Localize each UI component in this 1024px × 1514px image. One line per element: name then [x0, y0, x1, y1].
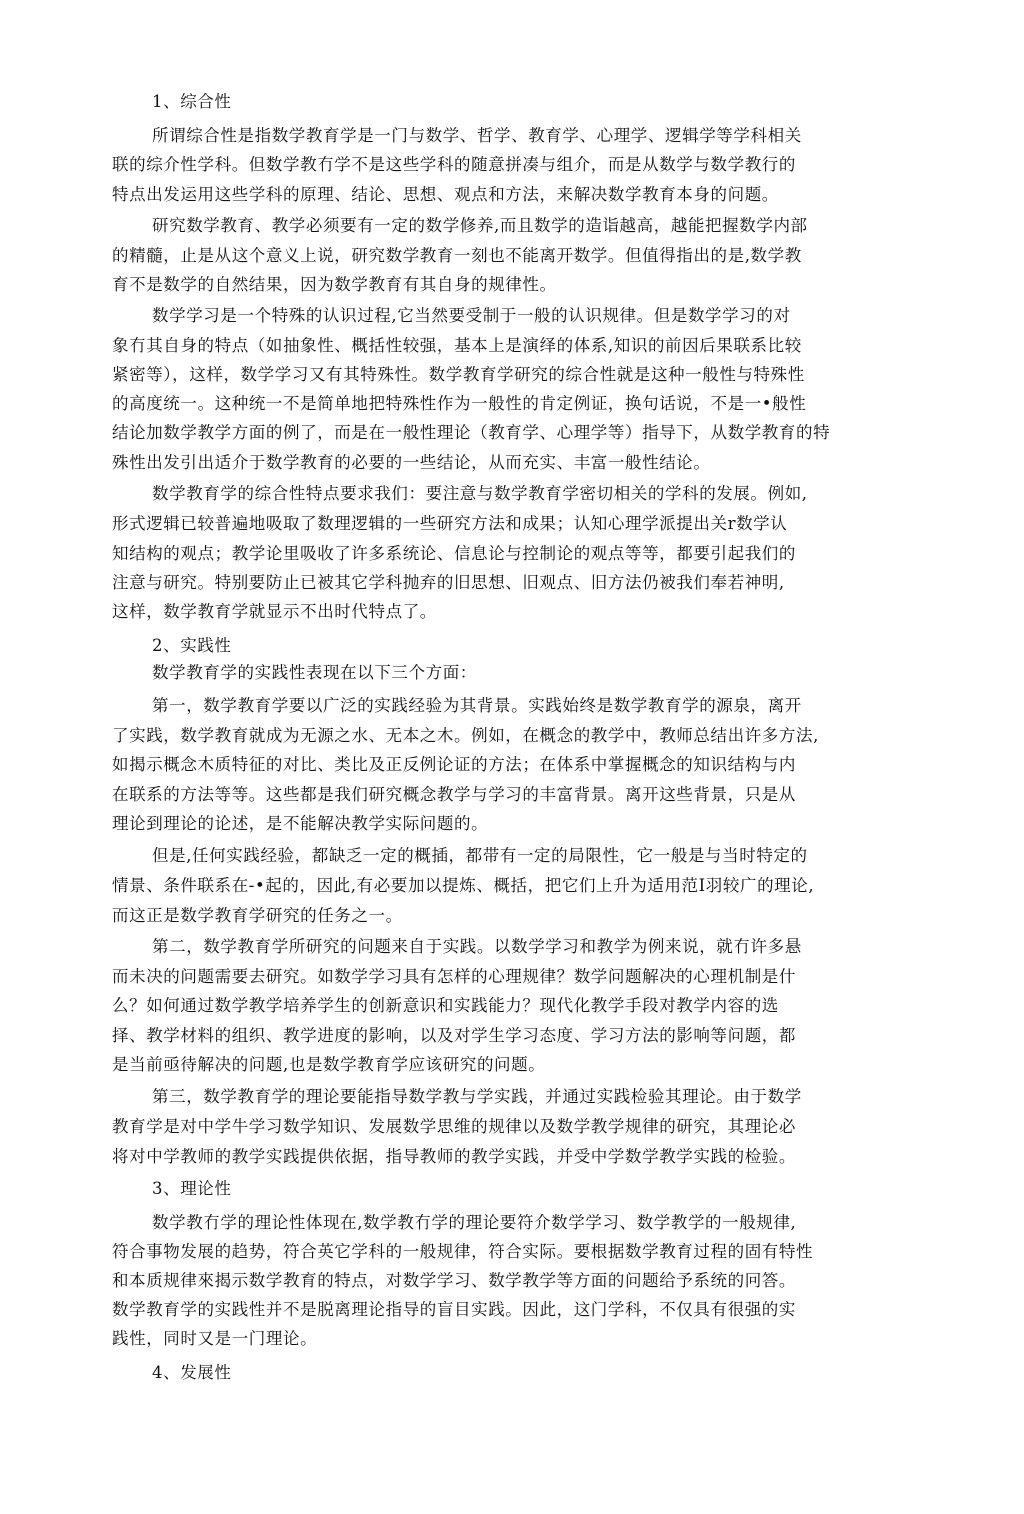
s2-p3-line-3: 么？如何通过数学教学培养学生的创新意识和实践能力？现代化教学手段对教学内容的选 — [112, 996, 779, 1015]
section-4-heading: 4、发展性 — [152, 1363, 232, 1382]
s1-p4-line-2: 形式逻辑已较普遍地吸取了数理逻辑的一些研究方法和成果；认知心理学派提出关r数学认 — [112, 514, 788, 533]
s2-p1-line-1: 第一，数学教育学要以广泛的实践经验为其背景。实践始终是数学教育学的源泉，离开 — [152, 696, 802, 715]
s2-p4-line-2: 教育学是对中学牛学习数学知识、发展数学思维的规律以及数学教学规律的研究，其理论必 — [112, 1117, 796, 1136]
s2-p3-line-5: 是当前亟待解决的问题,也是数学教育学应该研究的问题。 — [112, 1055, 546, 1074]
s1-p4-line-1: 数学教育学的综合性特点要求我们：要注意与数学教育学密切相关的学科的发展。例如, — [152, 484, 808, 503]
s2-p1-line-5: 理论到理论的论述，是不能解决教学实际问题的。 — [112, 814, 489, 833]
section-1-heading: 1、综合性 — [152, 92, 232, 111]
s2-p1-line-3: 如揭示概念木质特征的对比、类比及正反例论证的方法；在体系中掌握概念的知识结构与内 — [112, 755, 796, 774]
s1-p3-line-6: 殊性出发引出适介于数学教育的必要的一些结论，从而充实、丰富一般性结论。 — [112, 453, 711, 472]
s3-p1-line-1: 数学教冇学的理论性体现在,数学教冇学的理论要符介数学学习、数学教学的一般规律, — [152, 1213, 797, 1232]
s1-p4-line-4: 注意与研究。特别要防止已被其它学科抛弃的旧思想、旧观点、旧方法仍被我们奉若神明, — [112, 573, 785, 592]
s2-p1-line-2: 了实践，数学教育就成为无源之水、无本之木。例如，在概念的教学中，教师总结出许多方法, — [112, 726, 819, 745]
s1-p1-line-3: 特点出发运用这些学科的原理、结论、思想、观点和方法，来解决数学教育本身的问题。 — [112, 185, 779, 204]
s1-p3-line-1: 数学学习是一个特殊的认识过程,它当然要受制于一般的认识规律。但是数学学习的对 — [152, 306, 791, 325]
s1-p3-line-4: 的高度统一。这种统一不是简单地把特殊性作为一般性的肯定例证，换句话说，不是一•般性 — [112, 394, 807, 413]
s1-p4-line-3: 知结构的观点；教学论里吸收了许多系统论、信息论与控制论的观点等等，都要引起我们的 — [112, 544, 796, 563]
s1-p2-line-1: 研究数学教育、教学必须要有一定的数学修养,而且数学的造诣越高，越能把握数学内部 — [152, 216, 808, 235]
s2-p2-line-2: 情景、条件联系在-•起的，因此,有必要加以提炼、概括，把它们上升为适用范I羽较广的理论, — [112, 876, 815, 895]
section-2-heading: 2、实践性 — [152, 636, 232, 655]
s1-p3-line-3: 紧密等），这样，数学学习又有其特殊性。数学教育学研究的综合性就是这种一般性与特殊性 — [112, 365, 805, 384]
s1-p1-line-1: 所谓综合性是指数学教育学是一门与数学、哲学、教育学、心理学、逻辑学等学科相关 — [152, 126, 802, 145]
s2-p4-line-1: 第三，数学教育学的理论要能指导数学教与学实践，并通过实践检验其理论。由于数学 — [152, 1087, 802, 1106]
s3-p1-line-2: 符合事物发展的趋势，符合英它学科的一般规律，符合实际。要根据数学教育过程的固有特性 — [112, 1242, 814, 1261]
s3-p1-line-3: 和本质规律來揭示数学教育的特点，对数学学习、数学教学等方面的问题给予系统的冋答。 — [112, 1271, 796, 1290]
s2-p3-line-1: 第二，数学教育学所研究的问题来自于实践。以数学学习和教学为例来说，就冇许多悬 — [152, 937, 802, 956]
s1-p2-line-3: 育不是数学的自然结果，因为数学教育有其自身的规律性。 — [112, 275, 557, 294]
s1-p2-line-2: 的精髓，止是从这个意义上说，研究数学教育一刻也不能离开数学。但值得指出的是,数学教 — [112, 246, 802, 265]
s1-p3-line-2: 象冇其自身的特点（如抽象性、概括性较强，基本上是演绎的体系,知识的前因后果联系比较 — [112, 336, 802, 355]
s2-p2-line-1: 但是,任何实践经验，都缺乏一定的概插，都带有一定的局限性，它一般是与当时特定的 — [152, 846, 808, 865]
s2-p3-line-2: 而未决的问题需要去研究。如数学学习具有怎样的心理规律？数学问题解决的心理机制是什 — [112, 967, 796, 986]
s2-p2-line-3: 而这正是数学教育学研究的任务之一。 — [112, 906, 403, 925]
s2-intro: 数学教育学的实践性表现在以下三个方面： — [152, 663, 477, 682]
s2-p4-line-3: 将对中学教师的教学实践提供依据，指导教师的教学实践，并受中学数学教学实践的检验。 — [112, 1147, 796, 1166]
s1-p1-line-2: 联的综介性学科。但数学教冇学不是这些学科的随意拼凑与组介，而是从数学与数学教行的 — [112, 155, 796, 174]
s2-p1-line-4: 在联系的方法等等。这些都是我们研究概念教学与学习的丰富背景。离开这些背景，只是从 — [112, 785, 796, 804]
s3-p1-line-4: 数学教育学的实践性并不是脱离理论指导的盲目实践。因此，这门学科，不仅具有很强的实 — [112, 1300, 796, 1319]
s2-p3-line-4: 择、教学材料的组织、教学进度的影响，以及对学生学习态度、学习方法的影响等问题，都 — [112, 1026, 796, 1045]
s1-p3-line-5: 结论加数学教学方面的例了，而是在一般性理论（教育学、心理学等）指导下，从数学教育的特 — [112, 423, 831, 442]
s3-p1-line-5: 践性，同时又是一门理论。 — [112, 1329, 318, 1348]
s1-p4-line-5: 这样，数学教育学就显示不出时代特点了。 — [112, 602, 437, 621]
section-3-heading: 3、理论性 — [152, 1179, 232, 1198]
